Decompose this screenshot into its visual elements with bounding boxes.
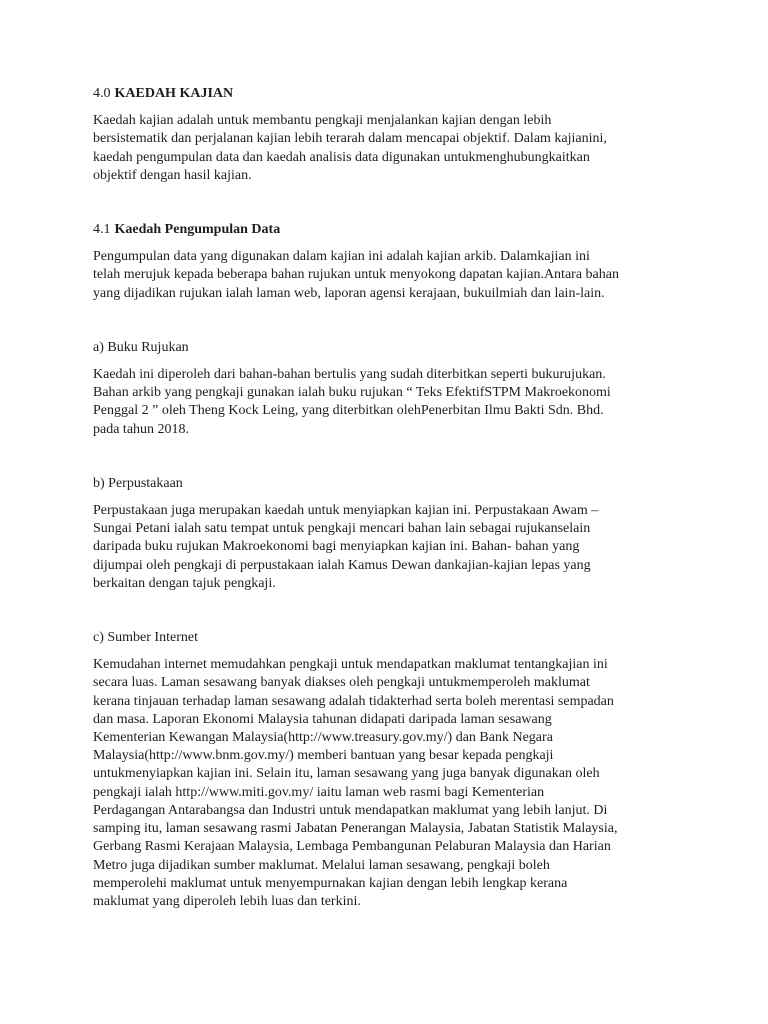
section-title: KAEDAH KAJIAN: [114, 86, 234, 101]
section-title: Kaedah Pengumpulan Data: [114, 222, 281, 238]
subsection-label-a: a) Buku Rujukan: [93, 339, 189, 355]
subsection-label-c: c) Sumber Internet: [93, 630, 198, 646]
section-number: 4.0: [93, 86, 111, 101]
document-page: [93, 85, 683, 911]
subsection-paragraph-c: Kemudahan internet memudahkan pengkaji untuk mendapatkan maklumat tentangkajian ini secara luas. Laman sesawang banyak diakses oleh pengkaji untukmemperoleh maklumat kerana tinjauan terhadap laman sesawang adalah tidakterhad serta boleh merentasi sempadan dan masa. Laporan Ekonomi Malaysia tahunan didapati daripada laman sesawang Kementerian Kewangan Malaysia(http://www.treasury.gov.my/) dan Bank Negara Malaysia(http://www.bnm.gov.my/) memberi bantuan yang besar kepada pengkaji untukmenyiapkan kajian ini. Selain itu, laman sesawang yang juga banyak digunakan oleh pengkaji ialah http://www.miti.gov.my/ iaitu laman web rasmi bagi Kementerian Perdagangan Antarabangsa dan Industri untuk mendapatkan maklumat yang lebih lanjut. Di samping itu, laman sesawang rasmi Jabatan Penerangan Malaysia, Jabatan Statistik Malaysia, Gerbang Rasmi Kerajaan Malaysia, Lembaga Pembangunan Pelaburan Malaysia dan Harian Metro juga dijadikan sumber maklumat. Melalui laman sesawang, pengkaji boleh memperolehi maklumat untuk menyempurnakan kajian dengan lebih lengkap kerana maklumat yang diperoleh lebih luas dan terkini.: [93, 657, 618, 909]
section-number: 4.1: [93, 222, 111, 238]
subsection-label-b: b) Perpustakaan: [93, 475, 183, 491]
section-heading-4-0: [93, 85, 683, 103]
subsection-paragraph-a: Kaedah ini diperoleh dari bahan-bahan bertulis yang sudah diterbitkan seperti bukurujukan. Bahan arkib yang pengkaji gunakan ialah buku rujukan “ Teks EfektifSTPM Makroekonomi Penggal 2 ” oleh Theng Kock Leing, yang diterbitkan olehPenerbitan Ilmu Bakti Sdn. Bhd. pada tahun 2018.: [93, 367, 611, 437]
section-paragraph-4-1: Pengumpulan data yang digunakan dalam kajian ini adalah kajian arkib. Dalamkajian ini telah merujuk kepada beberapa bahan rujukan untuk menyokong dapatan kajian.Antara bahan yang dijadikan rujukan ialah laman web, laporan agensi kerajaan, bukuilmiah dan lain-lain.: [93, 249, 619, 301]
section-paragraph-4-0: Kaedah kajian adalah untuk membantu pengkaji menjalankan kajian dengan lebih bersistematik dan perjalanan kajian lebih terarah dalam mencapai objektif. Dalam kajianini, kaedah pengumpulan data dan kaedah analisis data digunakan untukmenghubungkaitkan objektif dengan hasil kajian.: [93, 113, 607, 183]
section-heading-4-1: [93, 221, 683, 239]
subsection-paragraph-b: Perpustakaan juga merupakan kaedah untuk menyiapkan kajian ini. Perpustakaan Awam – Sungai Petani ialah satu tempat untuk pengkaji mencari bahan lain sebagai rujukanselain daripada buku rujukan Makroekonomi bagi menyiapkan kajian ini. Bahan- bahan yang dijumpai oleh pengkaji di perpustakaan ialah Kamus Dewan dankajian-kajian lepas yang berkaitan dengan tajuk pengkaji.: [93, 503, 599, 591]
